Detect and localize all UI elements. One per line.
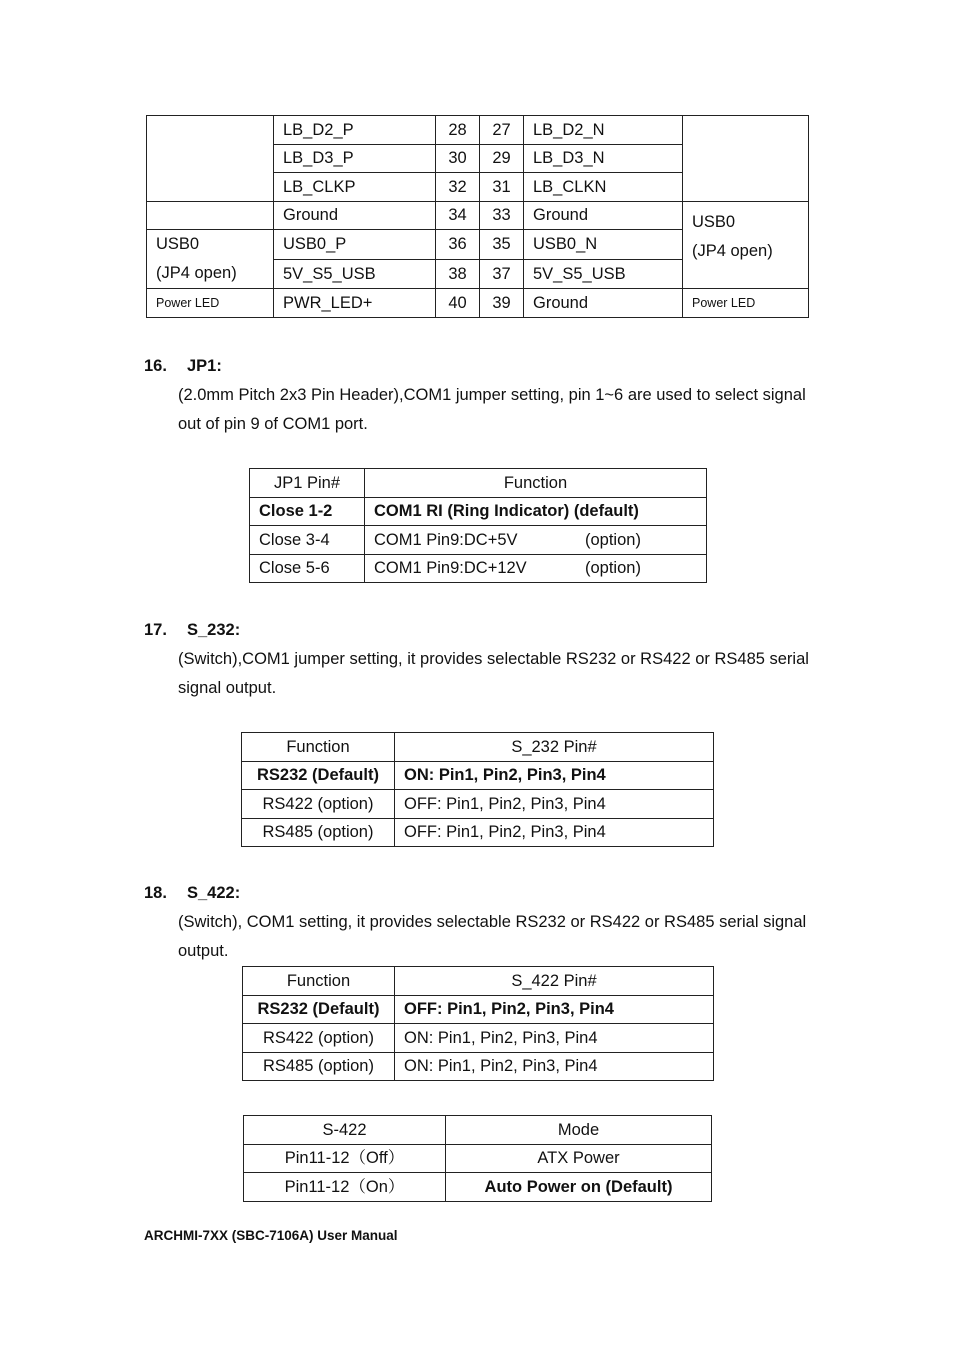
signal-right: USB0_N [524, 230, 683, 260]
pin-cell: Close 3-4 [250, 526, 365, 555]
pin-group-label [147, 201, 274, 230]
table-row [147, 116, 809, 145]
pins-cell: ON: Pin1, Pin2, Pin3, Pin4 [395, 1052, 714, 1081]
table-header-row [243, 967, 714, 996]
jp1-table [249, 468, 707, 583]
pins-cell: OFF: Pin1, Pin2, Pin3, Pin4 [395, 818, 714, 847]
section-description: (2.0mm Pitch 2x3 Pin Header),COM1 jumper setting, pin 1~6 are used to select signal out of pin 9 of COM1 port. [178, 386, 806, 433]
section-heading-18 [144, 884, 240, 903]
section-heading-16 [144, 357, 222, 376]
signal-left: PWR_LED+ [274, 289, 436, 318]
pin-number-right: 37 [480, 259, 524, 289]
column-header: Function [243, 967, 395, 996]
section-title: S_232: [187, 621, 241, 639]
signal-right: LB_D2_N [524, 116, 683, 145]
mode-cell: ATX Power [446, 1144, 712, 1173]
signal-right: LB_D3_N [524, 144, 683, 173]
signal-left: Ground [274, 201, 436, 230]
table-row [242, 761, 714, 790]
table-row [244, 1144, 712, 1173]
signal-right: 5V_S5_USB [524, 259, 683, 289]
page-footer: ARCHMI-7XX (SBC-7106A) User Manual [144, 1228, 398, 1243]
function-text: COM1 Pin9:DC+5V [374, 530, 518, 549]
pin-group-label: Power LED [683, 289, 809, 318]
section-description: (Switch), COM1 setting, it provides selectable RS232 or RS422 or RS485 serial signal output. [178, 913, 807, 960]
pin-number-left: 38 [436, 259, 480, 289]
table-row [147, 289, 809, 318]
option-note: (option) [585, 559, 641, 578]
table-row [250, 526, 707, 555]
signal-right: Ground [524, 201, 683, 230]
table-header-row [244, 1116, 712, 1145]
table-row [243, 1024, 714, 1053]
signal-left: LB_D3_P [274, 144, 436, 173]
pin-cell: Close 1-2 [250, 497, 365, 526]
group-label-line: (JP4 open) [692, 241, 773, 260]
pin-number-left: 30 [436, 144, 480, 173]
signal-right: Ground [524, 289, 683, 318]
signal-left: USB0_P [274, 230, 436, 260]
column-header: Function [242, 733, 395, 762]
section-title: JP1: [187, 357, 222, 375]
signal-left: 5V_S5_USB [274, 259, 436, 289]
section-title: S_422: [187, 884, 241, 902]
section-heading-17 [144, 621, 240, 640]
column-header: S-422 [244, 1116, 446, 1145]
pin-number-right: 35 [480, 230, 524, 260]
signal-left: LB_D2_P [274, 116, 436, 145]
pin-group-label [683, 116, 809, 202]
function-cell: RS422 (option) [242, 790, 395, 819]
column-header: Mode [446, 1116, 712, 1145]
signal-right: LB_CLKN [524, 173, 683, 202]
pin-header-table [146, 115, 809, 318]
function-cell [365, 497, 707, 526]
group-label-line: USB0 [156, 235, 200, 254]
column-header: JP1 Pin# [250, 469, 365, 498]
pins-cell: ON: Pin1, Pin2, Pin3, Pin4 [395, 1024, 714, 1053]
function-cell: RS232 (Default) [242, 761, 395, 790]
group-label-line: USB0 [692, 212, 736, 231]
function-cell: RS485 (option) [243, 1052, 395, 1081]
group-label-line: (JP4 open) [156, 264, 237, 283]
pins-cell: ON: Pin1, Pin2, Pin3, Pin4 [395, 761, 714, 790]
section-number: 16. [144, 357, 167, 375]
section-number: 18. [144, 884, 167, 902]
pin-number-left: 28 [436, 116, 480, 145]
function-cell: RS485 (option) [242, 818, 395, 847]
pins-cell: OFF: Pin1, Pin2, Pin3, Pin4 [395, 790, 714, 819]
option-note: (option) [585, 530, 641, 549]
column-header: Function [365, 469, 707, 498]
signal-left: LB_CLKP [274, 173, 436, 202]
pin-number-right: 29 [480, 144, 524, 173]
pin-number-right: 31 [480, 173, 524, 202]
pin-cell: Pin11-12（Off） [244, 1144, 446, 1173]
function-text: COM1 Pin9:DC+12V [374, 559, 527, 578]
pin-cell: Pin11-12（On） [244, 1173, 446, 1202]
table-row [147, 201, 809, 230]
pin-number-left: 40 [436, 289, 480, 318]
mode-cell: Auto Power on (Default) [446, 1173, 712, 1202]
pin-number-left: 36 [436, 230, 480, 260]
section-number: 17. [144, 621, 167, 639]
pin-group-label-usb0-left [147, 230, 274, 289]
function-cell [365, 554, 707, 583]
column-header: S_422 Pin# [395, 967, 714, 996]
s232-table [241, 732, 714, 847]
pin-number-right: 39 [480, 289, 524, 318]
table-row [243, 995, 714, 1024]
pin-number-right: 33 [480, 201, 524, 230]
function-text: COM1 RI (Ring Indicator) (default) [374, 502, 639, 521]
table-row [250, 554, 707, 583]
column-header: S_232 Pin# [395, 733, 714, 762]
pin-cell: Close 5-6 [250, 554, 365, 583]
pins-cell: OFF: Pin1, Pin2, Pin3, Pin4 [395, 995, 714, 1024]
table-header-row [250, 469, 707, 498]
pin-number-right: 27 [480, 116, 524, 145]
function-cell [365, 526, 707, 555]
table-row [242, 818, 714, 847]
section-description: (Switch),COM1 jumper setting, it provides selectable RS232 or RS422 or RS485 serial signal output. [178, 650, 809, 697]
pin-group-label-usb0-right [683, 201, 809, 289]
pin-group-label: Power LED [147, 289, 274, 318]
function-cell: RS422 (option) [243, 1024, 395, 1053]
table-row [244, 1173, 712, 1202]
table-row [250, 497, 707, 526]
table-header-row [242, 733, 714, 762]
s422-table [242, 966, 714, 1081]
s422-mode-table [243, 1115, 712, 1202]
pin-number-left: 32 [436, 173, 480, 202]
pin-number-left: 34 [436, 201, 480, 230]
table-row [242, 790, 714, 819]
table-row [243, 1052, 714, 1081]
function-cell: RS232 (Default) [243, 995, 395, 1024]
pin-group-label [147, 116, 274, 202]
